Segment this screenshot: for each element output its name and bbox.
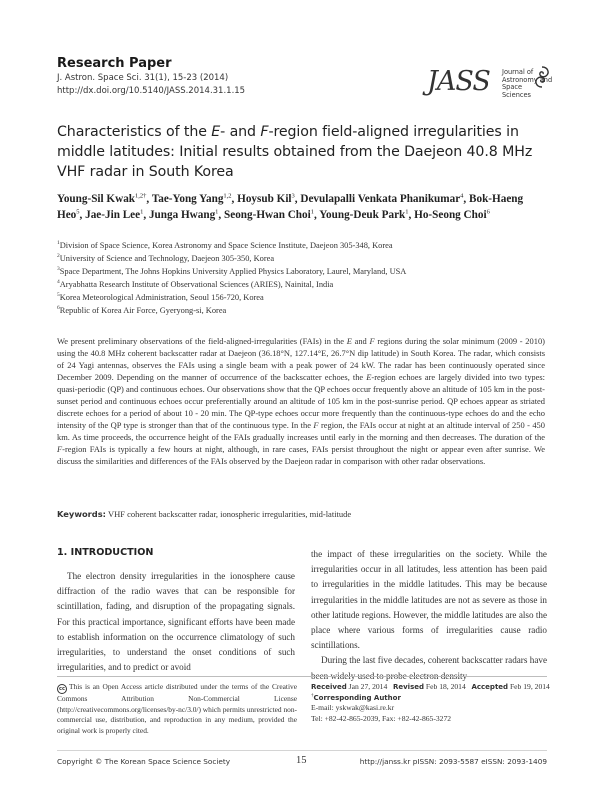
history-dates: Received Jan 27, 2014 Revised Feb 18, 2014 Accepted Feb 19, 2014: [311, 682, 550, 691]
journal-citation: J. Astron. Space Sci. 31(1), 15-23 (2014): [57, 73, 229, 83]
page-number: 15: [296, 755, 307, 766]
author: Bok-Haeng Heo$^5$: [57, 193, 524, 221]
author-list: Young-Sil Kwak$^{1,2\dagger}$, Tae-Yong Yang$^{1,2}$, Hoysub Kil$^3$, Devulapalli Venkata Phanikumar$^4$, Bok-Haeng Heo$^5$, Jae-Jin Lee$^1$, Junga Hwang$^1$, Seong-Hwan Choi$^1$, Young-Deuk Park$^1$, Ho-Seong Choi$^6$: [57, 192, 524, 221]
section-heading: 1. INTRODUCTION: [57, 547, 154, 558]
author: Young-Sil Kwak$^{1,2\dagger}$: [57, 192, 147, 205]
affiliation: $^3$Space Department, The Johns Hopkins University Applied Physics Laboratory, Laurel, Maryland, USA: [57, 266, 407, 277]
affiliation: $^5$Korea Meteorological Administration, Seoul 156-720, Korea: [57, 292, 264, 303]
footnote-divider: [57, 676, 547, 677]
issn-info: http://janss.kr pISSN: 2093-5587 eISSN: 2093-1409: [359, 757, 547, 766]
body-column-left: [57, 547, 295, 675]
spiral-galaxy-icon: [531, 64, 553, 90]
copyright-text: Copyright © The Korean Space Science Society: [57, 757, 231, 766]
author: Tae-Yong Yang$^{1,2}$: [151, 192, 232, 205]
author: Hoysub Kil$^3$: [237, 192, 295, 205]
license-note: cc This is an Open Access article distributed under the terms of the Creative Commons Attribution Non-Commercial License (http://creativecommons.org/licenses/by-nc/3.0/) which permits unrestricted non-commercial use, distribution, and reproduction in any medium, provided the original work is properly cited.: [57, 682, 297, 735]
keywords-text: VHF coherent backscatter radar, ionospheric irregularities, mid-latitude: [105, 509, 352, 519]
doi-link[interactable]: http://dx.doi.org/10.5140/JASS.2014.31.1.15: [57, 86, 246, 96]
body-paragraph: The electron density irregularities in the ionosphere cause diffraction of the radio waves that can be responsible for scintillation, fading, and disruption of the propagating signals. For this practical importance, significant efforts have been made to establish information on the occurrence climatology of such irregularities, to understand the onset conditions of such irregularities, and to predict or avoid: [57, 571, 295, 673]
affiliation: $^2$University of Science and Technology, Daejeon 305-350, Korea: [57, 253, 275, 264]
author: Junga Hwang$^1$: [148, 207, 219, 221]
affiliation: $^4$Aryabhatta Research Institute of Observational Sciences (ARIES), Nainital, India: [57, 279, 334, 290]
keywords: [57, 509, 545, 519]
footer-divider: [57, 750, 547, 751]
corresponding-author: †Corresponding Author: [311, 692, 401, 702]
author: Young-Deuk Park$^1$: [319, 207, 409, 221]
affiliation-list: [57, 239, 547, 318]
author: Ho-Seong Choi$^6$: [414, 207, 490, 221]
article-type: Research Paper: [57, 56, 172, 71]
author-email[interactable]: E-mail: yskwak@kasi.re.kr: [311, 703, 395, 712]
journal-logo: [427, 64, 553, 100]
journal-name: Journal of Astronomy and Space Sciences: [502, 68, 553, 99]
author-phone: Tel: +82-42-865-2039, Fax: +82-42-865-3272: [311, 713, 452, 723]
article-history: [311, 682, 551, 724]
creative-commons-icon: cc: [57, 684, 67, 694]
journal-abbrev: JASS: [427, 66, 490, 97]
author: Jae-Jin Lee$^1$: [85, 207, 144, 221]
affiliation: $^6$Republic of Korea Air Force, Gyeryong-si, Korea: [57, 305, 227, 316]
affiliation: $^1$Division of Space Science, Korea Astronomy and Space Science Institute, Daejeon 305-348, Korea: [57, 240, 393, 250]
article-title: Characteristics of the E- and F-region field-aligned irregularities in middle latitudes: Initial results obtained from the Daejeon 40.8 MHz VHF radar in South Korea: [57, 124, 533, 180]
body-paragraph: the impact of these irregularities on the society. While the irregularities occur in all latitudes, less attention has been paid to irregularities in the middle latitudes. This may be because irregularities in the middle latitudes are not as severe as those in other latitude regions. However, the middle latitudes are also the place where various forms of irregularities cause radio scintillations. During the last five decades, coherent backscatter radars have: [311, 549, 547, 666]
abstract: We present preliminary observations of the field-aligned-irregularities (FAIs) in the E and F regions during the solar minimum (2009 - 2010) using the 40.8 MHz coherent backscatter radar at Daejeon (36.18°N, 127.14°E, 26.7°N dip latitude) in South Korea. The radar, which consists of 24 Yagi antennas, observes the FAIs using a single beam with a peak power of 24 kW. The radar has been continuously operated since December 2009. Depending on the manner of occurrence of the backscatter echoes, the E-region echoes are largely divided into two types: quasi-periodic (QP) and continuous echoes. Our observations show that the QP echoes occur frequently above an altitude of 105 km in the post-sunset period and continuous echoes occur preferentially around an altitude of 105 km in the post-sunrise period. QP echoes appear as striated discrete echoes for a period of about 10 - 20 min. The QP-type echoes occur more frequently than the continuous-type echoes do and the echo intensity of the QP type is stronger than that of the continuous type. In the F region, the FAIs occur at night at an altitude interval of 250 - 450 km. As time proceeds, the occurrence height of the FAIs gradually increases until early in the morning and then decreases. The duration of the F-region FAIs is typically a few hours at night, although, in rare cases, FAIs persist throughout the night or appear even after sunrise. We discuss the similarities and differences of the FAIs observed by the Daejeon radar in comparison with other radar observations.: [57, 336, 545, 467]
author: Seong-Hwan Choi$^1$: [224, 207, 314, 221]
body-column-right: [311, 547, 547, 684]
author: Devulapalli Venkata Phanikumar$^4$: [300, 192, 464, 205]
keywords-label: Keywords:: [57, 509, 106, 519]
